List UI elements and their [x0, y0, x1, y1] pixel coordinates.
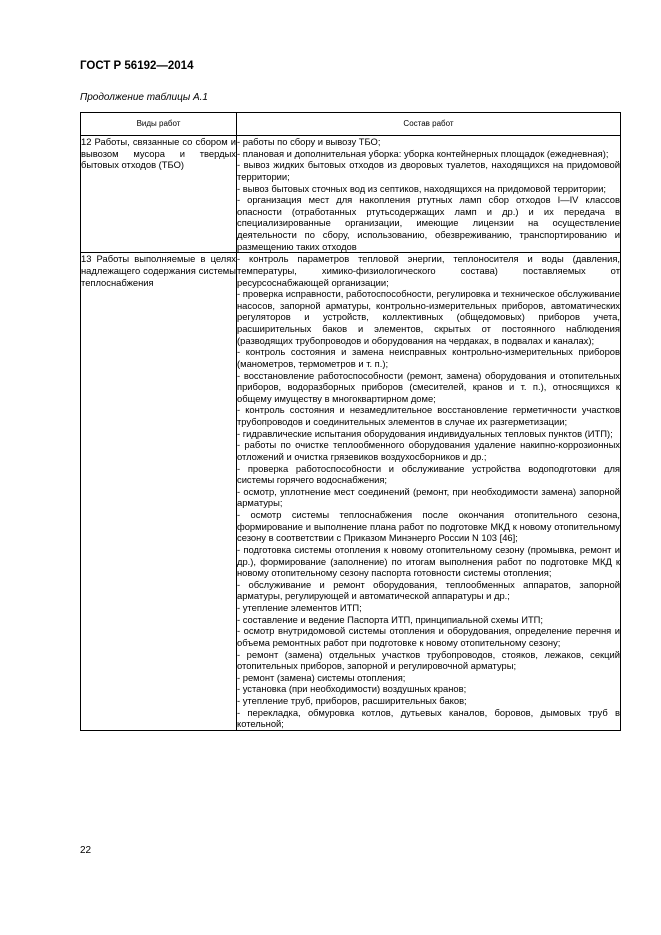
work-item: - обслуживание и ремонт оборудования, теплообменных аппаратов, запорной арматуры, регулирующей и автоматической аппаратуры и др.; — [237, 578, 620, 602]
table-row — [81, 136, 621, 253]
work-item: - утепление элементов ИТП; — [237, 602, 362, 613]
work-type-cell: 13 Работы выполняемые в целях надлежащего содержания системы теплоснабжения — [81, 253, 237, 731]
work-item: - плановая и дополнительная уборка: уборка контейнерных площадок (ежедневная); — [237, 147, 609, 159]
work-item: - проверка исправности, работоспособности, регулировка и техническое обслуживание насосов, запорной арматуры, контрольно-измерительных приборов, автоматических регуляторов и устройств, коллективных (общедомовых) приборов учета, расширительных баков и элементов, скрытых от постоянного наблюдения (разводящих трубопроводов и оборудования на чердаках, в подвалах и каналах); — [237, 288, 620, 346]
works-table — [80, 112, 621, 731]
table-header-row — [81, 113, 621, 136]
work-item: - утепление труб, приборов, расширительных баков; — [237, 695, 467, 706]
work-item: - вывоз бытовых сточных вод из септиков, находящихся на придомовой территории; — [237, 182, 607, 194]
work-item: - подготовка системы отопления к новому отопительному сезону (промывка, ремонт и др.), формирование (заполнение) по итогам выполнения работ по подготовке МКД к новому отопительному сезону паспорта готовности системы отопления; — [237, 543, 620, 579]
work-item: - осмотр внутридомовой системы отопления и оборудования, определение перечня и объема ремонтных работ при подготовке к новому отопительному сезону; — [237, 625, 620, 648]
page-number: 22 — [80, 845, 92, 856]
work-composition-cell — [237, 136, 621, 253]
work-item: - работы по сбору и вывозу ТБО; — [237, 136, 381, 147]
work-item: - ремонт (замена) системы отопления; — [237, 671, 406, 683]
column-header-composition: Состав работ — [237, 113, 621, 136]
work-item: - перекладка, обмуровка котлов, дутьевых каналов, боровов, дымовых труб в котельной; — [237, 706, 620, 730]
work-item: - гидравлические испытания оборудования индивидуальных тепловых пунктов (ИТП); — [237, 427, 613, 439]
work-composition-cell — [237, 253, 621, 731]
work-item: - установка (при необходимости) воздушных кранов; — [237, 683, 467, 695]
table-caption: Продолжение таблицы А.1 — [80, 92, 208, 103]
work-item: - осмотр системы теплоснабжения после окончания отопительного сезона, формирование и выполнение плана работ по подготовке МКД к новому отопительному сезону в соответствии с Приказом Минэнерго России N 103 [46]; — [237, 509, 620, 544]
work-item: - составление и ведение Паспорта ИТП, принципиальной схемы ИТП; — [237, 613, 544, 625]
work-item: - восстановление работоспособности (ремонт, замена) оборудования и отопительных приборов, водоразборных приборов (смесителей, кранов и т. п.), относящихся к общему имуществу в многоквартирном доме; — [237, 369, 620, 404]
work-item: - организация мест для накопления ртутных ламп сбор отходов I—IV классов опасности (отработанных ртутьсодержащих ламп и др.) и их передача в специализированные организации, имеющие лицензии на осуществление деятельности по сбору, использованию, обезвреживанию, транспортированию и размещению таких отходов — [237, 194, 620, 252]
table-body — [81, 136, 621, 731]
work-type-cell: 12 Работы, связанные со сбором и вывозом мусора и твердых бытовых отходов (ТБО) — [81, 136, 237, 253]
work-item: - осмотр, уплотнение мест соединений (ремонт, при необходимости замена) запорной арматуры; — [237, 485, 620, 509]
work-item: - контроль состояния и незамедлительное восстановление герметичности участков трубопроводов и соединительных элементов в случае их разгерметизации; — [237, 404, 620, 427]
work-item: - работы по очистке теплообменного оборудования удаление накипно-коррозионных отложений и очистка грязевиков воздухосборников и др.; — [237, 439, 620, 462]
work-item: - ремонт (замена) отдельных участков трубопроводов, стояков, лежаков, секций отопительных приборов, запорной и регулировочной арматуры; — [237, 648, 620, 672]
document-id: ГОСТ Р 56192—2014 — [80, 60, 194, 72]
column-header-types: Виды работ — [81, 113, 237, 136]
work-item: - вывоз жидких бытовых отходов из дворовых туалетов, находящихся на придомовой территории; — [237, 159, 620, 182]
work-item: - контроль параметров тепловой энергии, теплоносителя и воды (давления, температуры, химико-физиологического состава) поставляемых от ресурсоснабжающей организации; — [237, 253, 620, 288]
table-row — [81, 253, 621, 731]
work-item: - проверка работоспособности и обслуживание устройства водоподготовки для системы горячего водоснабжения; — [237, 462, 620, 486]
work-item: - контроль состояния и замена неисправных контрольно-измерительных приборов (манометров, термометров и т. п.); — [237, 346, 620, 369]
